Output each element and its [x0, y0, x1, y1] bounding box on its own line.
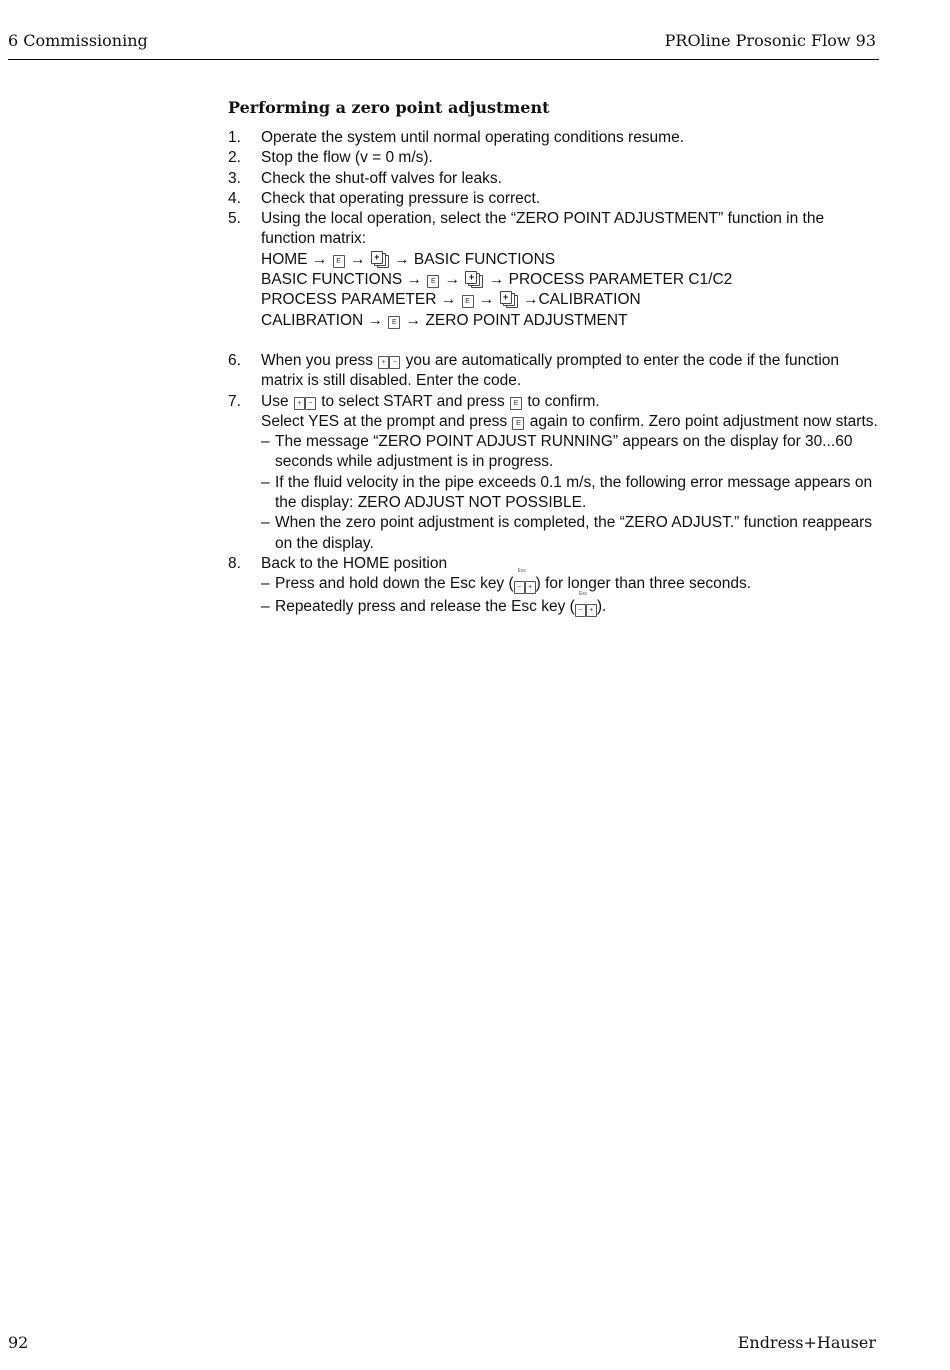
sub-text: ).	[596, 597, 607, 615]
step-8	[228, 554, 880, 619]
arrow-icon: →	[367, 311, 384, 329]
plus-minus-keys-icon: + −	[294, 392, 316, 412]
step-number: 1.	[228, 129, 241, 146]
enter-key-icon: E	[427, 275, 439, 288]
path-from: BASIC FUNCTIONS	[261, 271, 403, 289]
arrow-icon: →	[522, 291, 539, 309]
running-header-product: PROline Prosonic Flow 93	[664, 31, 876, 50]
sub-text: If the fluid velocity in the pipe exceeds 0.1 m/s, the following error message appears on the display: ZERO ADJUST NOT POSSIBLE.	[275, 473, 873, 512]
dash-bullet: –	[261, 514, 270, 532]
page-number: 92	[8, 1333, 29, 1352]
path-to: BASIC FUNCTIONS	[413, 250, 556, 268]
path-from: HOME	[261, 250, 308, 268]
menu-path-3	[261, 290, 880, 310]
step-text: Select YES at the prompt and press	[261, 412, 508, 430]
step-text: again to confirm. Zero point adjustment now starts.	[529, 412, 878, 430]
step-5	[228, 209, 880, 331]
step-text: to select START and press	[321, 392, 505, 410]
plus-minus-keys-icon: + −	[378, 351, 400, 371]
sub-text: ) for longer than three seconds.	[535, 575, 752, 593]
arrow-icon: →	[440, 291, 457, 309]
arrow-icon: →	[405, 311, 422, 329]
menu-path-1	[261, 250, 880, 270]
step-text: Use	[261, 392, 289, 410]
sub-item	[261, 590, 880, 619]
path-to: CALIBRATION	[538, 291, 641, 309]
sub-item	[261, 473, 880, 514]
menu-path-2	[261, 270, 880, 290]
sub-item	[261, 432, 880, 473]
plus-key-stack-icon: +	[465, 271, 483, 287]
path-from: CALIBRATION	[261, 311, 364, 329]
step-line	[261, 392, 880, 412]
arrow-icon: →	[478, 291, 495, 309]
path-to: ZERO POINT ADJUSTMENT	[425, 311, 628, 329]
header-divider	[8, 59, 879, 60]
step-text: Using the local operation, select the “ZERO POINT ADJUSTMENT” function in the function matrix:	[261, 210, 825, 248]
step-text: you are automatically prompted to enter the code if the function matrix is still disabled. Enter the code.	[261, 351, 840, 390]
main-content	[228, 97, 880, 619]
running-header-section: 6 Commissioning	[8, 31, 148, 50]
step-number: 5.	[228, 210, 241, 228]
arrow-icon: →	[488, 271, 505, 289]
arrow-icon: →	[311, 250, 328, 268]
step-text: Stop the flow (v = 0 m/s).	[261, 149, 433, 167]
sub-item	[261, 568, 880, 596]
dash-bullet: –	[261, 575, 270, 593]
step-text: When you press	[261, 351, 373, 369]
dash-bullet: –	[261, 473, 270, 491]
arrow-icon: →	[394, 250, 410, 268]
plus-key-stack-icon: +	[371, 251, 389, 267]
arrow-icon: →	[349, 250, 366, 268]
sub-text: When the zero point adjustment is completed, the “ZERO ADJUST.” function reappears on the display.	[275, 514, 873, 552]
step-1	[228, 128, 880, 148]
arrow-icon: →	[406, 271, 423, 289]
plus-key-stack-icon: +	[500, 291, 518, 307]
step-number: 3.	[228, 169, 241, 187]
step-number: 8.	[228, 554, 241, 572]
step-number: 6.	[228, 351, 241, 369]
step-text: Check the shut-off valves for leaks.	[261, 169, 502, 187]
step-line	[261, 412, 880, 432]
step-number: 4.	[228, 189, 241, 207]
step-7	[228, 392, 880, 554]
step-text: Operate the system until normal operating conditions resume.	[261, 129, 685, 146]
step-3	[228, 169, 880, 189]
dash-bullet: –	[261, 433, 270, 451]
esc-keys-icon: Esc − +	[575, 599, 597, 619]
sub-text: Repeatedly press and release the Esc key (	[275, 597, 575, 615]
path-to: PROCESS PARAMETER C1/C2	[508, 271, 733, 289]
step-text: to confirm.	[527, 392, 600, 410]
enter-key-icon: E	[333, 255, 345, 268]
step-6	[228, 351, 880, 392]
esc-keys-icon: Esc − +	[514, 576, 536, 596]
step-2	[228, 148, 880, 168]
enter-key-icon: E	[388, 316, 400, 329]
sub-text: The message “ZERO POINT ADJUST RUNNING” appears on the display for 30...60 seconds while adjustment is in progress.	[275, 433, 853, 471]
enter-key-icon: E	[510, 397, 522, 410]
arrow-icon: →	[444, 271, 461, 289]
step-text: Check that operating pressure is correct.	[261, 189, 541, 207]
enter-key-icon: E	[512, 417, 524, 430]
step-number: 7.	[228, 392, 241, 410]
step-text: Back to the HOME position	[261, 554, 448, 572]
sub-text: Press and hold down the Esc key (	[275, 575, 514, 593]
menu-path-4	[261, 311, 880, 331]
step-number: 2.	[228, 149, 241, 167]
path-from: PROCESS PARAMETER	[261, 291, 437, 309]
step-4	[228, 189, 880, 209]
brand-name: Endress+Hauser	[737, 1333, 876, 1352]
enter-key-icon: E	[462, 295, 474, 308]
sub-item	[261, 513, 880, 554]
dash-bullet: –	[261, 597, 270, 615]
section-title: Performing a zero point adjustment	[228, 98, 550, 117]
